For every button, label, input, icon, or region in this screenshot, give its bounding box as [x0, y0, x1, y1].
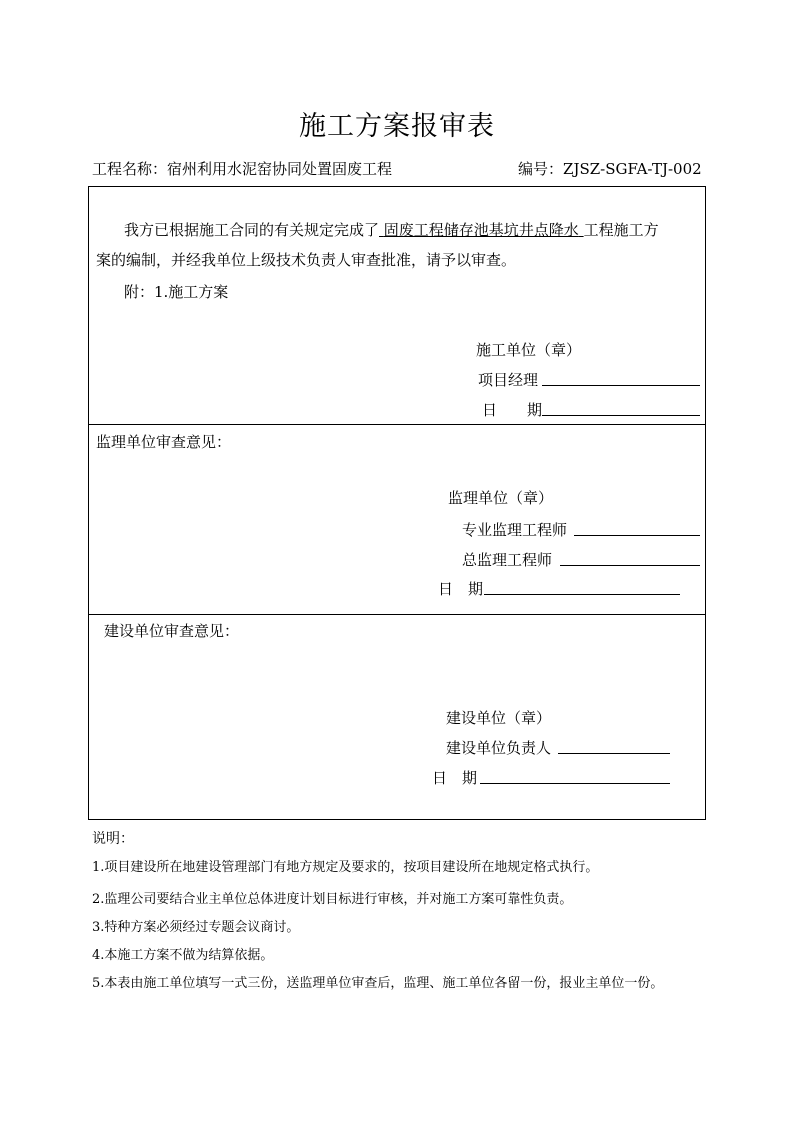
supervisor-date-line[interactable] — [484, 594, 680, 595]
owner-representative-signature-line[interactable] — [558, 753, 670, 754]
supervisor-date-label: 日 期 — [438, 580, 484, 598]
note-item-3: 3.特种方案必须经过专题会议商讨。 — [92, 920, 300, 935]
note-item-5: 5.本表由施工单位填写一式三份，送监理单位审查后，监理、施工单位各留一份，报业主单位一份。 — [92, 976, 664, 991]
specialist-engineer-label: 专业监理工程师 — [462, 521, 568, 539]
contractor-date-line[interactable] — [542, 415, 700, 416]
notes-heading: 说明： — [92, 831, 134, 847]
chief-engineer-label: 总监理工程师 — [462, 551, 553, 569]
owner-review-heading: 建设单位审查意见： — [104, 622, 240, 640]
statement-prefix: 我方已根据施工合同的有关规定完成了 — [124, 221, 380, 239]
specialist-engineer-signature-line[interactable] — [574, 535, 700, 536]
contractor-stamp-label: 施工单位（章） — [476, 341, 582, 359]
number-label: 编号： — [518, 160, 564, 178]
form-number-field — [518, 158, 702, 179]
statement-line2: 案的编制，并经我单位上级技术负责人审查批准，请予以审查。 — [96, 251, 517, 269]
divider-1 — [88, 424, 706, 425]
supervisor-review-heading: 监理单位审查意见： — [96, 433, 232, 451]
note-item-1: 1.项目建设所在地建设管理部门有地方规定及要求的，按项目建设所在地规定格式执行。 — [92, 860, 599, 875]
note-item-2: 2.监理公司要结合业主单位总体进度计划目标进行审核，并对施工方案可靠性负责。 — [92, 892, 573, 907]
number-value: ZJSZ-SGFA-TJ-002 — [563, 160, 702, 178]
attachment-list: 附：1.施工方案 — [124, 283, 229, 301]
project-name-field — [92, 158, 392, 179]
chief-engineer-signature-line[interactable] — [560, 565, 700, 566]
divider-2 — [88, 614, 706, 615]
owner-stamp-label: 建设单位（章） — [446, 709, 552, 727]
project-manager-signature-line[interactable] — [542, 385, 700, 386]
note-item-4: 4.本施工方案不做为结算依据。 — [92, 948, 274, 963]
statement-suffix: 工程施工方 — [583, 221, 659, 239]
contractor-date-label: 日 期 — [482, 401, 543, 419]
form-title: 施工方案报审表 — [299, 111, 495, 142]
project-manager-label: 项目经理 — [478, 371, 539, 389]
supervisor-stamp-label: 监理单位（章） — [448, 489, 554, 507]
owner-representative-label: 建设单位负责人 — [446, 739, 552, 757]
project-item: 固废工程储存池基坑井点降水 — [383, 221, 579, 239]
submission-statement — [124, 219, 659, 240]
project-name: 宿州利用水泥窑协同处置固废工程 — [167, 160, 393, 178]
project-label: 工程名称： — [92, 160, 168, 178]
owner-date-label: 日 期 — [432, 769, 478, 787]
owner-date-line[interactable] — [480, 783, 670, 784]
